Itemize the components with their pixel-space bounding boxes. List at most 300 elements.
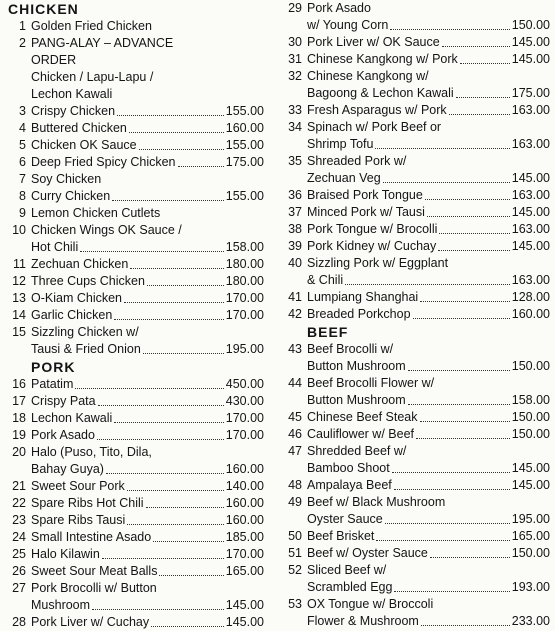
item-price: 195.00	[511, 512, 550, 526]
item-price: 165.00	[511, 529, 550, 543]
item-name: Patatim	[31, 377, 74, 391]
menu-item	[6, 35, 264, 52]
item-name: Shreaded Pork w/	[307, 154, 407, 168]
section-heading-text: CHICKEN	[8, 1, 79, 17]
item-price: 175.00	[225, 155, 264, 169]
dot-leader	[420, 301, 510, 302]
menu-item	[6, 18, 264, 35]
item-name: Tausi & Fried Onion	[31, 342, 141, 356]
menu-item	[282, 204, 550, 221]
item-number: 11	[13, 257, 26, 271]
menu-item	[6, 529, 264, 546]
item-name: Beef w/ Oyster Sauce	[307, 546, 428, 560]
item-number: 1	[19, 19, 26, 33]
dot-leader	[127, 524, 224, 525]
item-name: & Chili	[307, 273, 344, 287]
menu-item	[282, 545, 550, 562]
item-name: Shredded Beef w/	[307, 444, 407, 458]
item-name: Small Intestine Asado	[31, 530, 152, 544]
item-price: 163.00	[511, 103, 550, 117]
item-number: 34	[288, 120, 302, 134]
menu-item	[282, 306, 550, 323]
dot-leader	[438, 250, 510, 251]
item-name: Hot Chili	[31, 240, 79, 254]
item-number: 46	[288, 427, 302, 441]
item-price: 150.00	[511, 410, 550, 424]
item-name: Bagoong & Lechon Kawali	[307, 86, 454, 100]
item-name: Button Mushroom	[307, 393, 406, 407]
item-name: Pork Liver w/ Cuchay	[31, 615, 150, 629]
menu-item-continuation	[6, 239, 264, 256]
item-name: PANG-ALAY – ADVANCE	[31, 36, 174, 50]
item-number: 32	[288, 69, 302, 83]
menu-item	[6, 495, 264, 512]
menu-item	[282, 51, 550, 68]
dot-leader	[345, 284, 510, 285]
dot-leader	[449, 114, 510, 115]
menu-item	[6, 614, 264, 631]
item-price: 185.00	[225, 530, 264, 544]
item-name: Lechon Kawali	[31, 87, 113, 101]
item-number: 43	[288, 342, 302, 356]
item-name: Minced Pork w/ Tausi	[307, 205, 425, 219]
dot-leader	[460, 63, 510, 64]
dot-leader	[114, 319, 223, 320]
item-price: 150.00	[511, 359, 550, 373]
item-name: Deep Fried Spicy Chicken	[31, 155, 176, 169]
item-number: 18	[12, 411, 26, 425]
item-number: 33	[288, 103, 302, 117]
item-name: Button Mushroom	[307, 359, 406, 373]
item-number: 50	[288, 529, 302, 543]
item-name: Pork Liver w/ OK Sauce	[307, 35, 440, 49]
item-name: Spare Ribs Tausi	[31, 513, 126, 527]
dot-leader	[114, 422, 223, 423]
item-number: 48	[288, 478, 302, 492]
item-price: 160.00	[225, 121, 264, 135]
item-name: Scrambled Egg	[307, 580, 393, 594]
item-price: 170.00	[225, 411, 264, 425]
menu-item	[282, 477, 550, 494]
item-price: 155.00	[225, 104, 264, 118]
dot-leader	[130, 268, 223, 269]
item-name: Pork Asado	[307, 1, 371, 15]
item-name: ORDER	[31, 53, 77, 67]
item-name: Braised Pork Tongue	[307, 188, 423, 202]
menu-item	[282, 187, 550, 204]
item-name: Bamboo Shoot	[307, 461, 390, 475]
dot-leader	[427, 216, 510, 217]
item-number: 31	[288, 52, 302, 66]
menu-item	[6, 137, 264, 154]
menu-item	[6, 393, 264, 410]
dot-leader	[153, 541, 224, 542]
item-number: 28	[12, 615, 26, 629]
dot-leader	[97, 439, 224, 440]
dot-leader	[425, 199, 510, 200]
menu-item	[6, 222, 264, 239]
item-number: 16	[12, 377, 26, 391]
menu-item	[6, 444, 264, 461]
item-price: 145.00	[511, 171, 550, 185]
menu-item	[6, 324, 264, 341]
menu-item	[6, 427, 264, 444]
item-name: Sliced Beef w/	[307, 563, 387, 577]
menu-item	[6, 512, 264, 529]
dot-leader	[159, 575, 223, 576]
section-heading-text: BEEF	[307, 324, 349, 340]
menu-item	[282, 596, 550, 613]
item-name: w/ Young Corn	[307, 18, 389, 32]
item-price: 150.00	[511, 427, 550, 441]
item-number: 51	[288, 546, 302, 560]
item-name: Pork Tongue w/ Brocolli	[307, 222, 438, 236]
item-price: 170.00	[225, 291, 264, 305]
item-price: 158.00	[511, 393, 550, 407]
item-number: 5	[19, 138, 26, 152]
dot-leader	[394, 489, 510, 490]
item-number: 27	[12, 581, 26, 595]
item-number: 26	[12, 564, 26, 578]
menu-item	[282, 68, 550, 85]
item-name: Garlic Chicken	[31, 308, 113, 322]
item-price: 145.00	[511, 205, 550, 219]
menu-item-continuation	[282, 579, 550, 596]
item-name: OX Tongue w/ Broccoli	[307, 597, 434, 611]
menu-item	[6, 376, 264, 393]
item-number: 35	[288, 154, 302, 168]
item-name: Sweet Sour Pork	[31, 479, 125, 493]
menu-item	[6, 307, 264, 324]
dot-leader	[376, 540, 509, 541]
item-name: Lemon Chicken Cutlets	[31, 206, 161, 220]
item-name: Breaded Porkchop	[307, 307, 411, 321]
dot-leader	[80, 251, 224, 252]
dot-leader	[421, 625, 510, 626]
menu-column-left	[6, 0, 264, 631]
item-name: Flower & Mushroom	[307, 614, 419, 628]
item-number: 22	[12, 496, 26, 510]
section-heading	[6, 358, 264, 376]
item-name: Halo Kilawin	[31, 547, 100, 561]
item-price: 170.00	[225, 547, 264, 561]
dot-leader	[439, 233, 509, 234]
dot-leader	[420, 421, 510, 422]
menu-item-continuation	[282, 358, 550, 375]
item-price: 233.00	[511, 614, 550, 628]
menu-item	[6, 273, 264, 290]
menu-item	[282, 238, 550, 255]
item-name: Golden Fried Chicken	[31, 19, 152, 33]
item-number: 25	[12, 547, 26, 561]
item-name: Sizzling Chicken w/	[31, 325, 139, 339]
item-name: Bahay Guya)	[31, 462, 104, 476]
menu-item	[282, 289, 550, 306]
item-name: Fresh Asparagus w/ Pork	[307, 103, 447, 117]
menu-item	[282, 255, 550, 272]
dot-leader	[143, 353, 224, 354]
dot-leader	[392, 472, 510, 473]
item-name: Chicken OK Sauce	[31, 138, 137, 152]
item-name: Chinese Kangkong w/ Pork	[307, 52, 458, 66]
item-number: 4	[19, 121, 26, 135]
dot-leader	[178, 166, 224, 167]
dot-leader	[124, 302, 224, 303]
item-name: Chicken / Lapu-Lapu /	[31, 70, 154, 84]
item-name: Spare Ribs Hot Chili	[31, 496, 144, 510]
dot-leader	[408, 404, 510, 405]
menu-item-continuation	[282, 85, 550, 102]
item-price: 170.00	[225, 308, 264, 322]
item-price: 165.00	[225, 564, 264, 578]
item-price: 160.00	[225, 462, 264, 476]
item-name: Beef w/ Black Mushroom	[307, 495, 446, 509]
menu-item	[6, 188, 264, 205]
item-price: 163.00	[511, 222, 550, 236]
item-number: 41	[288, 290, 302, 304]
menu-item-continuation	[6, 69, 264, 86]
item-name: Curry Chicken	[31, 189, 111, 203]
dot-leader	[383, 182, 510, 183]
item-price: 180.00	[225, 274, 264, 288]
item-price: 193.00	[511, 580, 550, 594]
dot-leader	[98, 405, 224, 406]
item-name: Shrimp Tofu	[307, 137, 374, 151]
item-number: 42	[288, 307, 302, 321]
menu-item	[282, 528, 550, 545]
section-heading	[6, 0, 264, 18]
item-name: Crispy Chicken	[31, 104, 116, 118]
item-number: 53	[288, 597, 302, 611]
item-name: Zechuan Chicken	[31, 257, 129, 271]
menu-item-continuation	[282, 17, 550, 34]
item-number: 38	[288, 222, 302, 236]
item-price: 175.00	[511, 86, 550, 100]
item-name: Oyster Sauce	[307, 512, 383, 526]
item-price: 160.00	[511, 307, 550, 321]
menu-item-continuation	[282, 392, 550, 409]
item-number: 45	[288, 410, 302, 424]
item-price: 145.00	[225, 615, 264, 629]
dot-leader	[92, 609, 224, 610]
item-number: 23	[12, 513, 26, 527]
item-name: Spinach w/ Pork Beef or	[307, 120, 442, 134]
item-price: 158.00	[225, 240, 264, 254]
dot-leader	[456, 97, 510, 98]
dot-leader	[151, 626, 224, 627]
dot-leader	[102, 558, 224, 559]
item-number: 30	[288, 35, 302, 49]
dot-leader	[385, 523, 510, 524]
item-price: 145.00	[511, 461, 550, 475]
menu-item-continuation	[282, 170, 550, 187]
item-name: Chicken Wings OK Sauce /	[31, 223, 182, 237]
menu-item	[6, 120, 264, 137]
item-number: 17	[12, 394, 26, 408]
menu-item	[6, 290, 264, 307]
section-heading	[282, 323, 550, 341]
dot-leader	[75, 388, 223, 389]
item-name: Lechon Kawali	[31, 411, 113, 425]
item-price: 145.00	[225, 598, 264, 612]
menu-item	[282, 409, 550, 426]
item-price: 160.00	[225, 513, 264, 527]
item-name: Crispy Pata	[31, 394, 96, 408]
menu-item	[282, 34, 550, 51]
item-number: 10	[12, 223, 26, 237]
item-price: 430.00	[225, 394, 264, 408]
item-price: 145.00	[511, 52, 550, 66]
menu-item	[282, 375, 550, 392]
item-number: 14	[12, 308, 26, 322]
item-price: 180.00	[225, 257, 264, 271]
menu-item	[282, 119, 550, 136]
item-price: 195.00	[225, 342, 264, 356]
item-number: 44	[288, 376, 302, 390]
item-number: 29	[288, 1, 302, 15]
item-number: 3	[19, 104, 26, 118]
menu-item	[6, 478, 264, 495]
menu-item	[6, 256, 264, 273]
item-price: 450.00	[225, 377, 264, 391]
menu-item	[282, 443, 550, 460]
dot-leader	[112, 200, 224, 201]
menu-item	[6, 103, 264, 120]
dot-leader	[430, 557, 510, 558]
item-name: Mushroom	[31, 598, 91, 612]
menu-item	[6, 171, 264, 188]
item-number: 24	[12, 530, 26, 544]
menu-item-continuation	[6, 52, 264, 69]
item-name: Chinese Kangkong w/	[307, 69, 429, 83]
menu-item	[282, 341, 550, 358]
menu-item	[282, 562, 550, 579]
item-name: Cauliflower w/ Beef	[307, 427, 414, 441]
item-name: Sizzling Pork w/ Eggplant	[307, 256, 449, 270]
menu-item	[282, 494, 550, 511]
menu-item-continuation	[282, 511, 550, 528]
dot-leader	[390, 29, 509, 30]
menu-item	[282, 426, 550, 443]
item-name: Three Cups Chicken	[31, 274, 145, 288]
item-price: 150.00	[511, 546, 550, 560]
item-number: 7	[19, 172, 26, 186]
item-price: 140.00	[225, 479, 264, 493]
menu-item-continuation	[282, 460, 550, 477]
item-price: 128.00	[511, 290, 550, 304]
menu-item	[6, 410, 264, 427]
item-name: Beef Brocolli w/	[307, 342, 394, 356]
item-number: 39	[288, 239, 302, 253]
item-number: 15	[12, 325, 26, 339]
dot-leader	[408, 370, 510, 371]
item-number: 8	[19, 189, 26, 203]
dot-leader	[442, 46, 510, 47]
dot-leader	[146, 507, 224, 508]
item-name: Sweet Sour Meat Balls	[31, 564, 158, 578]
menu-item	[6, 205, 264, 222]
dot-leader	[147, 285, 224, 286]
menu-item	[282, 0, 550, 17]
item-name: Pork Brocolli w/ Button	[31, 581, 157, 595]
item-price: 145.00	[511, 35, 550, 49]
dot-leader	[375, 148, 509, 149]
item-number: 12	[12, 274, 26, 288]
item-number: 9	[19, 206, 26, 220]
item-number: 20	[12, 445, 26, 459]
dot-leader	[127, 490, 224, 491]
item-price: 163.00	[511, 188, 550, 202]
section-heading-text: PORK	[31, 359, 76, 375]
item-number: 2	[19, 36, 26, 50]
dot-leader	[394, 591, 509, 592]
item-price: 150.00	[511, 18, 550, 32]
item-price: 163.00	[511, 273, 550, 287]
menu-item-continuation	[282, 613, 550, 630]
menu-item	[6, 546, 264, 563]
item-price: 145.00	[511, 239, 550, 253]
item-name: Ampalaya Beef	[307, 478, 392, 492]
item-name: Beef Brocolli Flower w/	[307, 376, 435, 390]
item-price: 145.00	[511, 478, 550, 492]
menu-item-continuation	[6, 461, 264, 478]
item-number: 52	[288, 563, 302, 577]
item-name: Lumpiang Shanghai	[307, 290, 419, 304]
item-name: Buttered Chicken	[31, 121, 127, 135]
dot-leader	[117, 115, 224, 116]
menu-item-continuation	[6, 86, 264, 103]
item-price: 155.00	[225, 138, 264, 152]
item-name: Chinese Beef Steak	[307, 410, 418, 424]
item-name: Pork Asado	[31, 428, 95, 442]
dot-leader	[106, 473, 224, 474]
item-number: 21	[12, 479, 26, 493]
dot-leader	[416, 438, 510, 439]
menu-item-continuation	[6, 341, 264, 358]
item-price: 170.00	[225, 428, 264, 442]
item-number: 36	[288, 188, 302, 202]
menu-item	[282, 153, 550, 170]
menu-item	[6, 563, 264, 580]
item-price: 160.00	[225, 496, 264, 510]
item-name: Pork Kidney w/ Cuchay	[307, 239, 437, 253]
item-number: 37	[288, 205, 302, 219]
item-number: 47	[288, 444, 302, 458]
menu-item	[282, 102, 550, 119]
item-name: Zechuan Veg	[307, 171, 381, 185]
item-number: 19	[12, 428, 26, 442]
item-name: Beef Brisket	[307, 529, 375, 543]
item-name: Soy Chicken	[31, 172, 102, 186]
dot-leader	[413, 318, 510, 319]
menu-column-right	[282, 0, 550, 630]
item-number: 49	[288, 495, 302, 509]
menu-item	[282, 221, 550, 238]
dot-leader	[139, 149, 224, 150]
menu-item-continuation	[282, 136, 550, 153]
item-price: 155.00	[225, 189, 264, 203]
item-number: 40	[288, 256, 302, 270]
item-price: 163.00	[511, 137, 550, 151]
menu-item-continuation	[282, 272, 550, 289]
item-name: Halo (Puso, Tito, Dila,	[31, 445, 152, 459]
item-number: 6	[19, 155, 26, 169]
menu-item	[6, 154, 264, 171]
item-name: O-Kiam Chicken	[31, 291, 122, 305]
dot-leader	[129, 132, 224, 133]
menu-item	[6, 580, 264, 597]
item-number: 13	[12, 291, 26, 305]
